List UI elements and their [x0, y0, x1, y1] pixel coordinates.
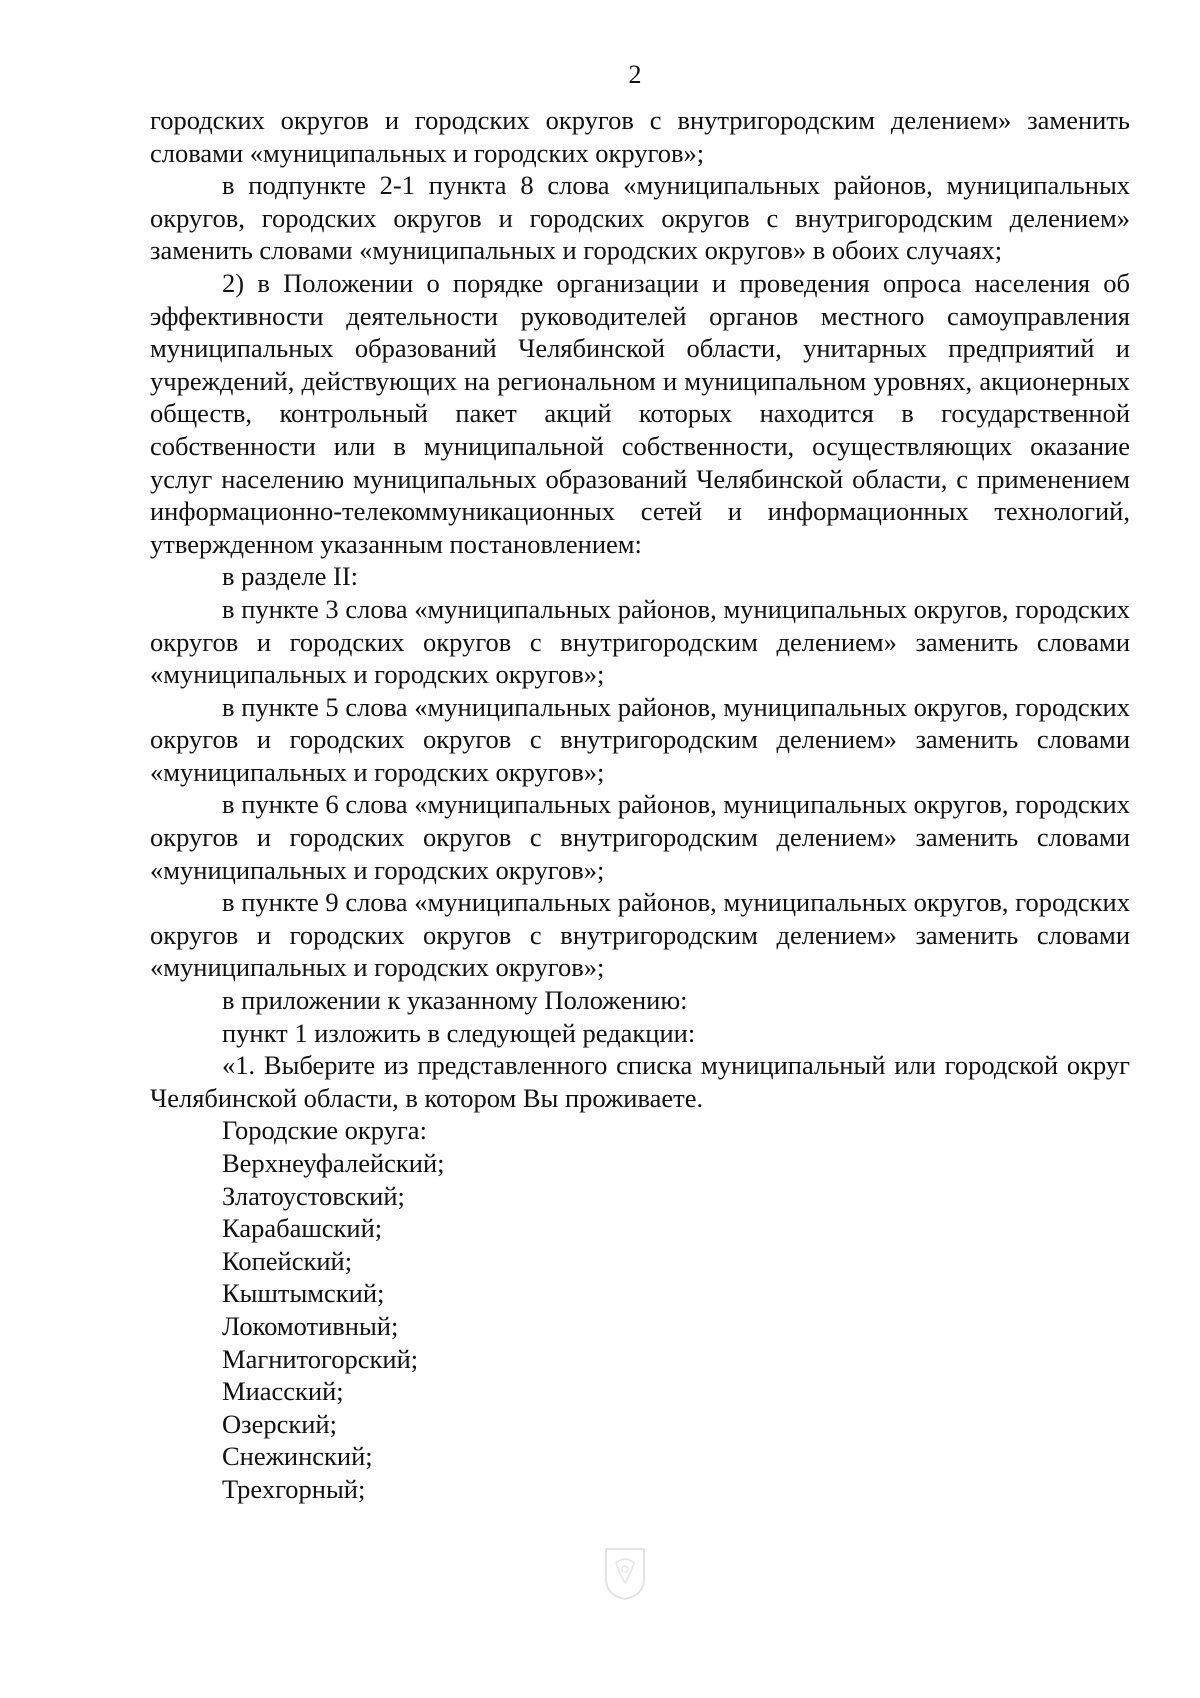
list-item: Златоустовский; [222, 1180, 405, 1211]
paragraph-1: городских округов и городских округов с внутригородским делением» заменить словами «муниципальных и городских округов»; [150, 105, 1130, 168]
paragraph-8: в пункте 9 слова «муниципальных районов, муниципальных округов, городских округов и городских округов с внутригородским делением» заменить словами «муниципальных и городских округов»; [150, 887, 1130, 983]
paragraph-2: в подпункте 2-1 пункта 8 слова «муниципальных районов, муниципальных округов, городских округов и городских округов с внутригородским делением» заменить словами «муниципальных и городских округов» в обоих случаях; [150, 170, 1130, 266]
list-item: Озерский; [222, 1408, 337, 1439]
list-item: Трехгорный; [222, 1473, 366, 1504]
paragraph-10: пункт 1 изложить в следующей редакции: [222, 1017, 696, 1048]
list-item: Кыштымский; [222, 1278, 385, 1309]
list-item: Локомотивный; [222, 1310, 399, 1341]
list-item: Верхнеуфалейский; [222, 1148, 445, 1178]
paragraph-6: в пункте 5 слова «муниципальных районов, муниципальных округов, городских округов и городских округов с внутригородским делением» заменить словами «муниципальных и городских округов»; [150, 691, 1130, 787]
paragraph-3: 2) в Положении о порядке организации и проведения опроса населения об эффективности деятельности руководителей органов местного самоуправления муниципальных образований Челябинской области, унитарных предприятий и учреждений, действующих на региональном и муниципальном уровнях, акционерных обществ, контрольный пакет акций которых находится в государственной собственности или в муниципальной собственности, осуществляющих оказание услуг населению муниципальных образований Челябинской области, с применением информационно-телекоммуникационных сетей и информационных технологий, утвержденном указанным постановлением: [150, 267, 1130, 559]
list-item: Копейский; [222, 1245, 353, 1276]
paragraph-9: в приложении к указанному Положению: [222, 985, 688, 1016]
document-body [150, 104, 1130, 1506]
paragraph-4: в разделе II: [222, 561, 359, 592]
paragraph-7: в пункте 6 слова «муниципальных районов, муниципальных округов, городских округов и городских округов с внутригородским делением» заменить словами «муниципальных и городских округов»; [150, 789, 1130, 885]
paragraph-11: «1. Выберите из представленного списка муниципальный или городской округ Челябинской области, в котором Вы проживаете. [150, 1050, 1130, 1113]
paragraph-5: в пункте 3 слова «муниципальных районов, муниципальных округов, городских округов и городских округов с внутригородским делением» заменить словами «муниципальных и городских округов»; [150, 593, 1130, 690]
page-number: 2 [628, 60, 642, 89]
list-item: Карабашский; [222, 1213, 383, 1244]
list-item: Миасский; [222, 1376, 344, 1407]
emblem-watermark-icon [602, 1545, 648, 1601]
list-item: Снежинский; [222, 1441, 373, 1472]
list-heading: Городские округа: [222, 1115, 427, 1146]
list-item: Магнитогорский; [222, 1343, 419, 1374]
